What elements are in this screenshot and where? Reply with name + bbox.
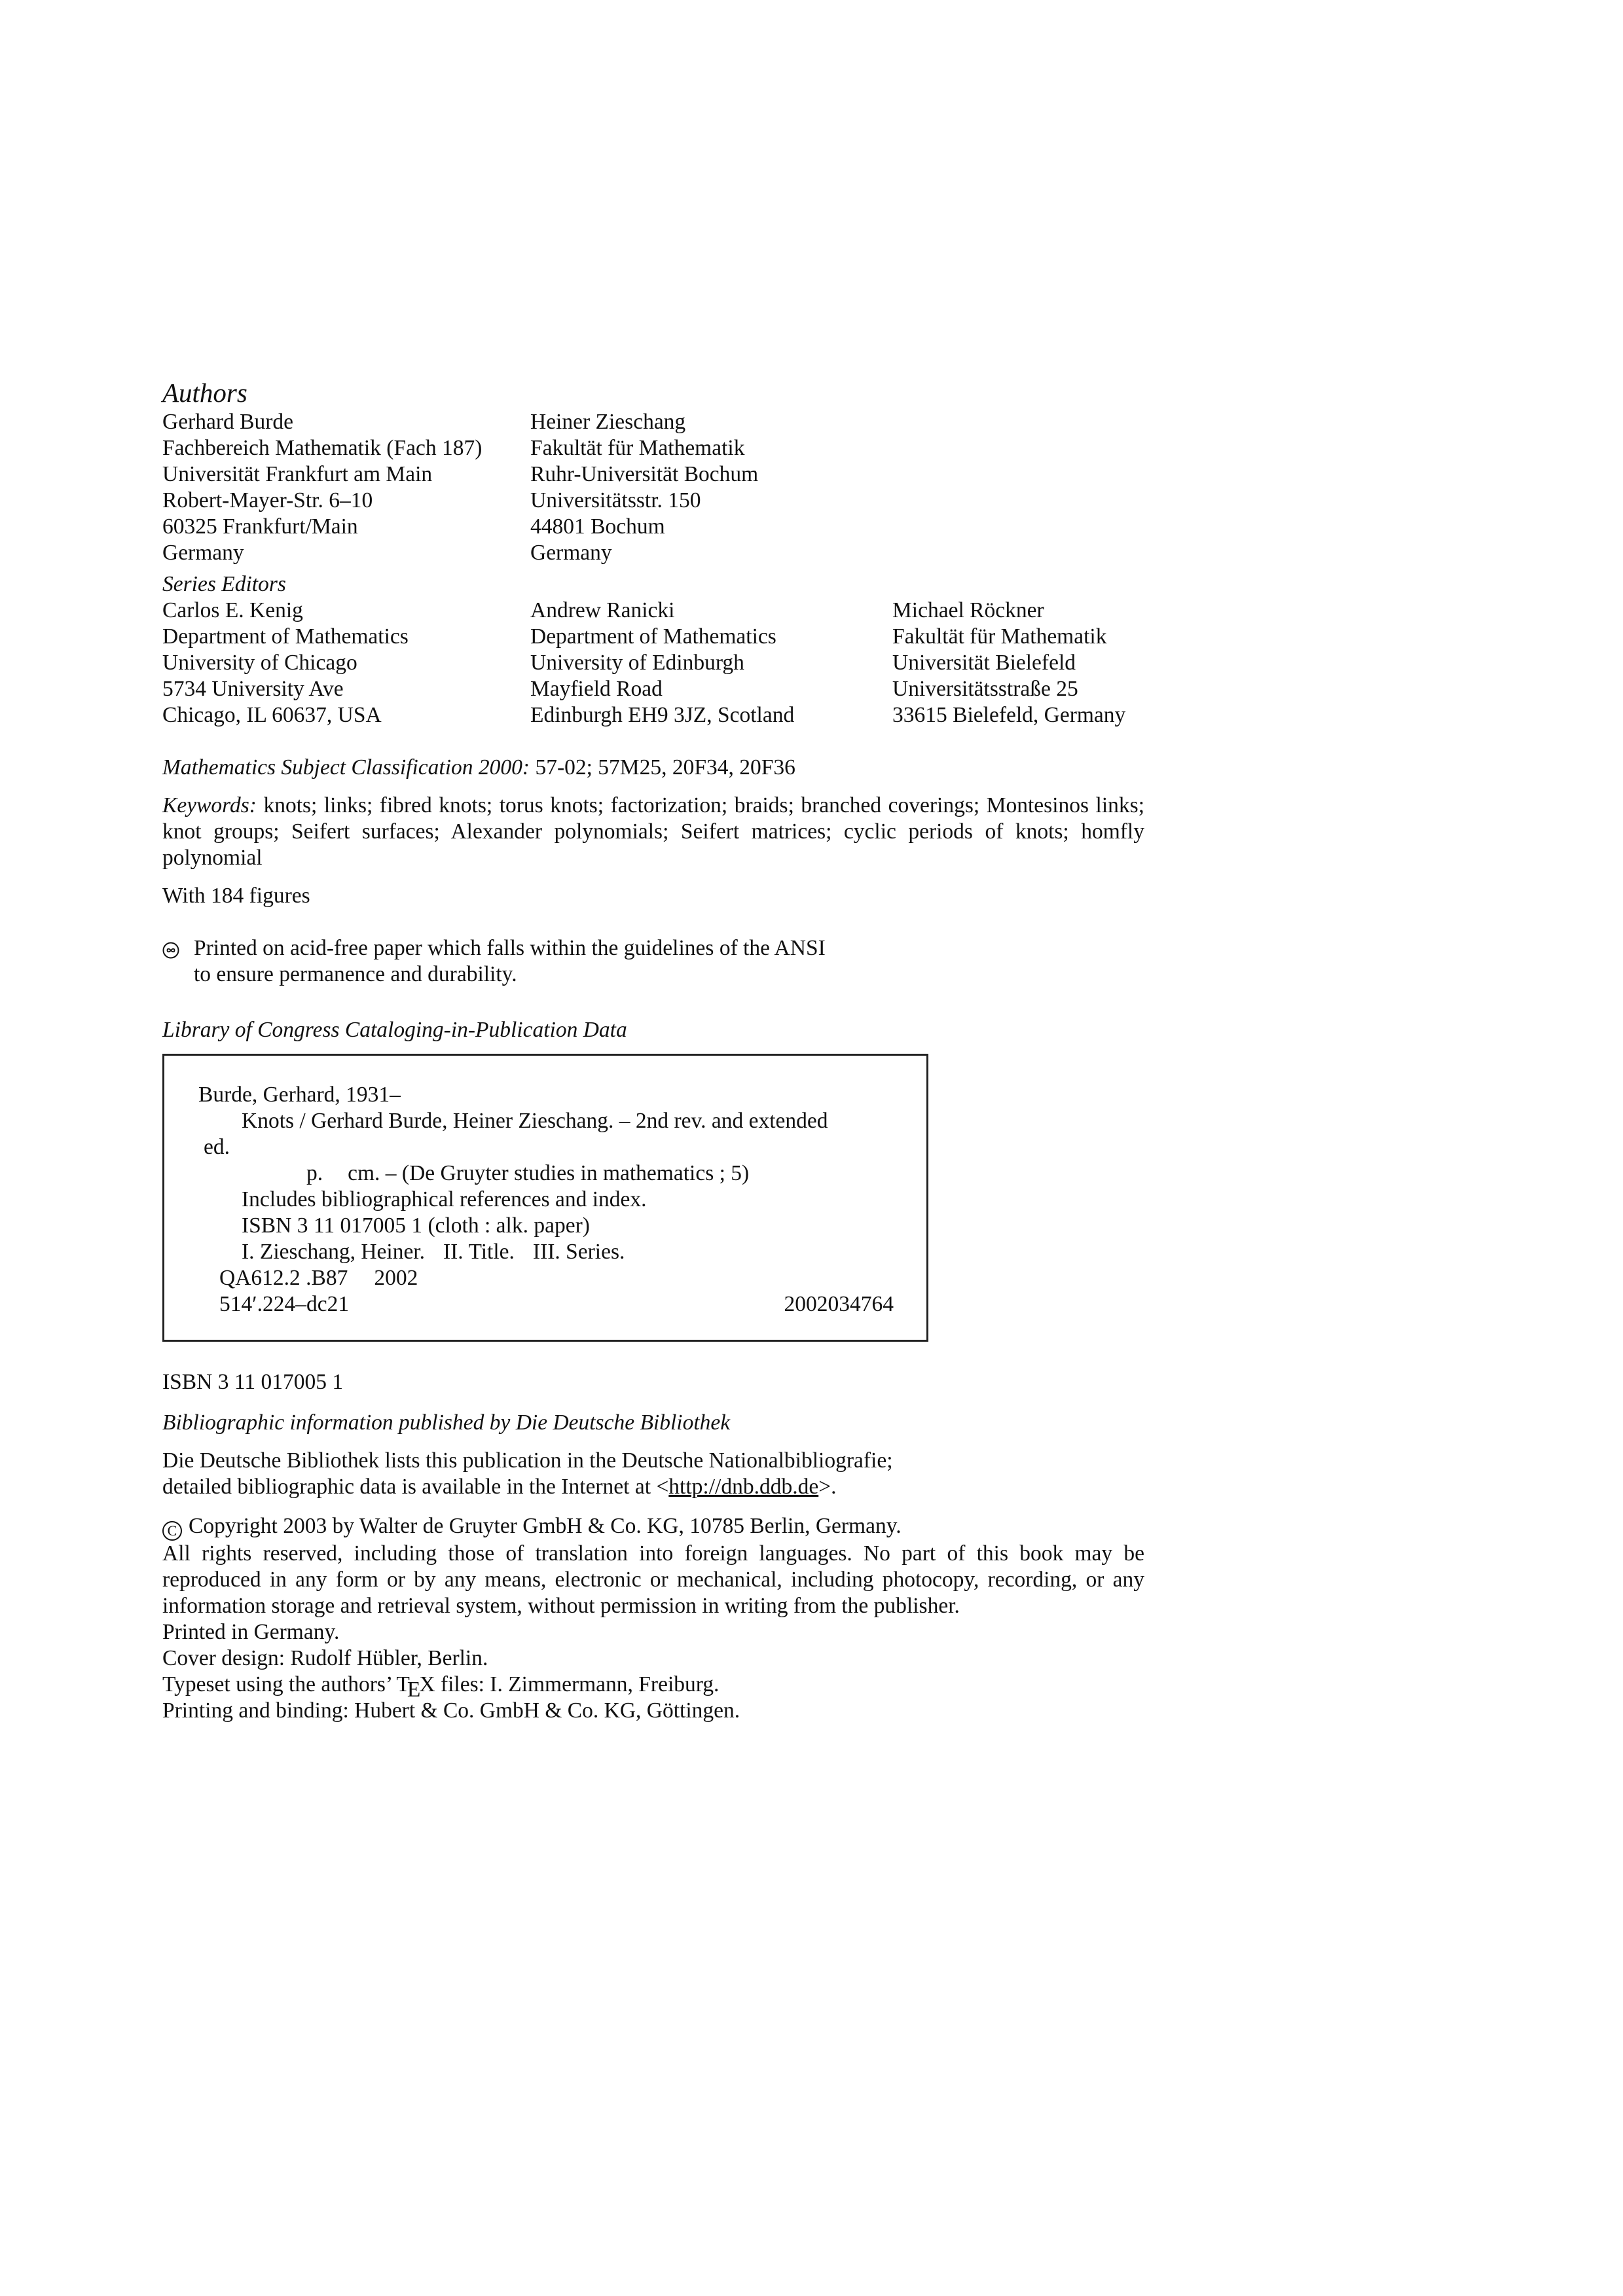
cip-line [198,1265,894,1291]
cip-line: Burde, Gerhard, 1931– [198,1083,401,1107]
cip-data-box [162,1054,928,1342]
cip-line: Knots / Gerhard Burde, Heiner Zieschang. – 2nd rev. and extended [242,1109,828,1133]
series-editors-heading: Series Editors [162,572,286,596]
editor-rockner-address [892,598,1125,728]
author-burde-address [162,409,482,566]
cip-pagination: p. [306,1161,323,1185]
cip-series: cm. – (De Gruyter studies in mathematics ; 5) [348,1161,750,1185]
tex-logo [396,1672,435,1702]
address-line: 33615 Bielefeld, Germany [892,703,1126,727]
tex-e: E [407,1677,421,1702]
address-line: Robert-Mayer-Str. 6–10 [162,488,373,512]
copyright-block [162,1513,1144,1724]
series-editors-block [162,598,1144,755]
address-line: Germany [530,541,612,565]
address-line: Department of Mathematics [530,624,776,649]
isbn: ISBN 3 11 017005 1 [162,1370,344,1394]
address-line: Universität Frankfurt am Main [162,462,433,486]
dnb-link[interactable]: http://dnb.ddb.de [668,1475,819,1499]
msc-label: Mathematics Subject Classification 2000: [162,755,530,780]
cip-subject-1: I. Zieschang, Heiner. [242,1240,425,1264]
authors-heading: Authors [162,378,247,408]
keywords-paragraph [162,793,1144,871]
address-line: Mayfield Road [530,677,663,701]
address-line: Department of Mathematics [162,624,409,649]
printed-in: Printed in Germany. [162,1620,340,1644]
cip-subject-2: II. Title. [443,1240,515,1264]
infinity-circle-icon [162,942,179,959]
tex-x: X [419,1672,435,1696]
copyright-page [162,376,1144,1724]
rights-paragraph: All rights reserved, including those of translation into foreign languages. No part of this book may be reproduced in any form or by any means, electronic or mechanical, including photocopy, recording, or any information storage and retrieval system, without permission in writing from the publisher. [162,1541,1144,1618]
address-line: Universität Bielefeld [892,651,1076,675]
address-line: Germany [162,541,244,565]
cip-dewey: 514′.224–dc21 [219,1292,350,1316]
address-line: 5734 University Ave [162,677,344,701]
acid-free-line-1: Printed on acid-free paper which falls within the guidelines of the ANSI [194,936,826,960]
address-line: Michael Röckner [892,598,1044,622]
address-line: Universitätsstr. 150 [530,488,701,512]
address-line: Universitätsstraße 25 [892,677,1078,701]
msc-classification [162,755,1144,781]
address-line: Ruhr-Universität Bochum [530,462,759,486]
cip-line: ed. [204,1135,230,1159]
copyright-icon: C [162,1521,182,1541]
author-zieschang-address [530,409,758,566]
address-line: Gerhard Burde [162,410,293,434]
authors-block [162,409,1144,571]
cip-call-number: QA612.2 .B87 [219,1266,348,1290]
typeset-post: files: I. Zimmermann, Freiburg. [440,1672,720,1696]
printing-binding: Printing and binding: Hubert & Co. GmbH & Co. KG, Göttingen. [162,1698,740,1723]
typeset-line [162,1672,1144,1702]
cip-lccn: 2002034764 [784,1292,894,1316]
address-line: Chicago, IL 60637, USA [162,703,382,727]
address-line: 60325 Frankfurt/Main [162,514,358,539]
editor-ranicki-address [530,598,794,728]
address-line: University of Edinburgh [530,651,744,675]
cip-line: Includes bibliographical references and index. [242,1187,647,1211]
figure-count: With 184 figures [162,884,310,908]
bib-line-2 [162,1474,1144,1500]
bib-line-1: Die Deutsche Bibliothek lists this publication in the Deutsche Nationalbibliografie; [162,1448,893,1473]
cip-subject-3: III. Series. [532,1240,625,1264]
cip-year: 2002 [374,1266,418,1290]
tex-t: T [396,1672,410,1696]
bib-text [162,1448,1144,1500]
address-line: 44801 Bochum [530,514,665,539]
address-line: Fakultät für Mathematik [892,624,1107,649]
address-line: University of Chicago [162,651,357,675]
loc-heading: Library of Congress Cataloging-in-Publication Data [162,1018,627,1042]
address-line: Andrew Ranicki [530,598,675,622]
copyright-text: Copyright 2003 by Walter de Gruyter GmbH & Co. KG, 10785 Berlin, Germany. [189,1514,902,1538]
editor-kenig-address [162,598,409,728]
typeset-pre: Typeset using the authors’ [162,1672,392,1696]
msc-value: 57-02; 57M25, 20F34, 20F36 [535,755,795,780]
address-line: Edinburgh EH9 3JZ, Scotland [530,703,795,727]
bib-line-2-text: detailed bibliographic data is available in the Internet at < [162,1475,669,1499]
address-line: Fakultät für Mathematik [530,436,745,460]
acid-free-line-2: to ensure permanence and durability. [194,962,517,986]
cip-line [198,1239,894,1265]
bib-line-2-end: >. [818,1475,837,1499]
acid-free-notice [162,935,1144,988]
cip-line [198,1291,894,1318]
bib-heading: Bibliographic information published by Die Deutsche Bibliothek [162,1410,731,1435]
keywords-label: Keywords: [162,793,257,817]
address-line: Heiner Zieschang [530,410,686,434]
cip-line: ISBN 3 11 017005 1 (cloth : alk. paper) [242,1213,590,1238]
address-line: Carlos E. Kenig [162,598,303,622]
cover-design: Cover design: Rudolf Hübler, Berlin. [162,1646,488,1670]
copyright-line [162,1513,1144,1541]
keywords-text: knots; links; fibred knots; torus knots; factorization; braids; branched coverings; Montesinos links; knot groups; Seifert surfaces; Alexander polynomials; Seifert matrices; cyclic periods of knots; homfly polynomial [162,793,1145,870]
address-line: Fachbereich Mathematik (Fach 187) [162,436,483,460]
cip-line [198,1160,894,1187]
